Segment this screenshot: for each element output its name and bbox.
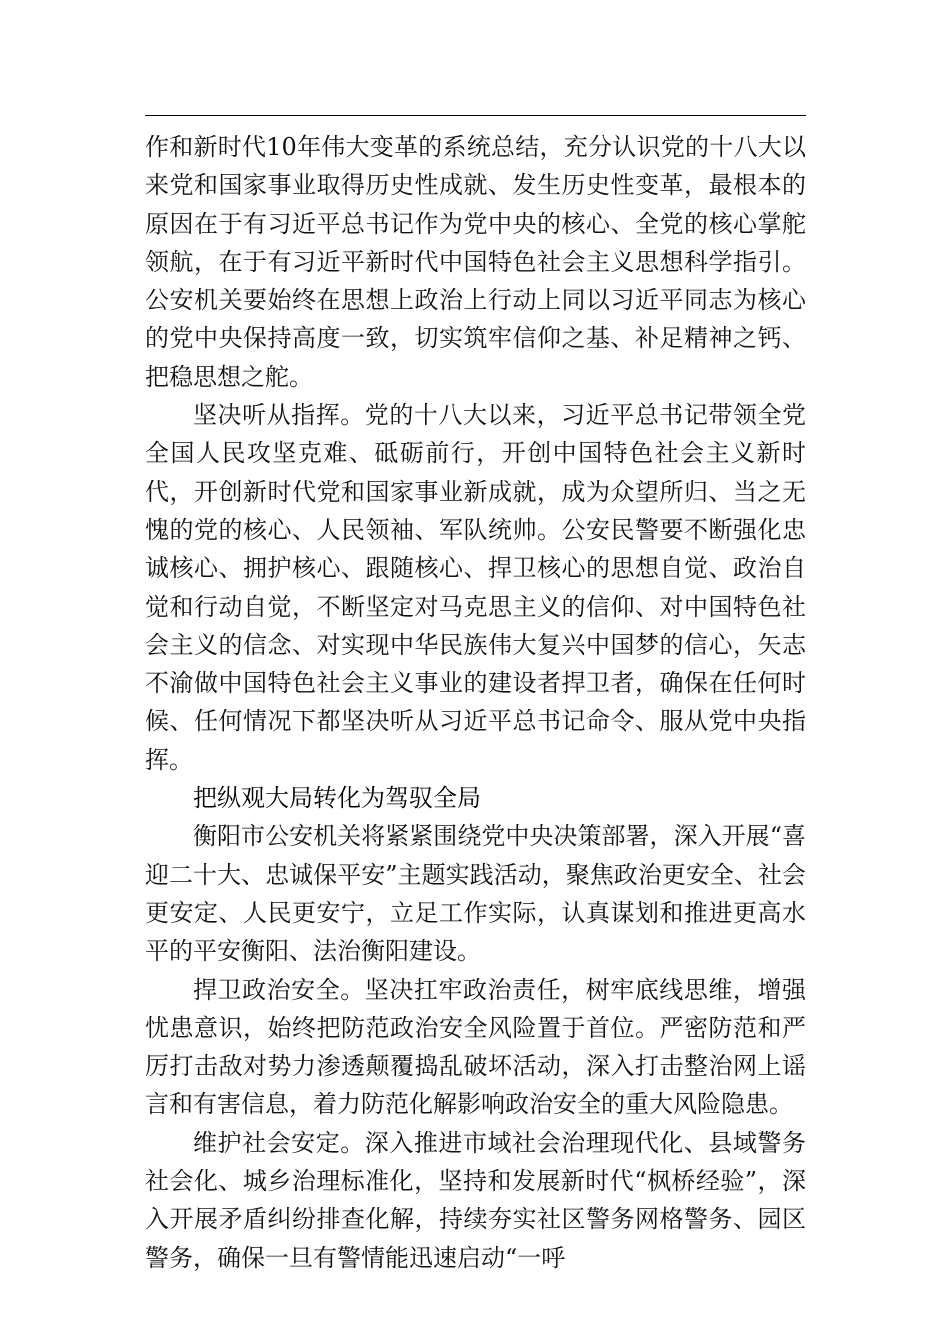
paragraph-continued: 作和新时代10年伟大变革的系统总结，充分认识党的十八大以来党和国家事业取得历史性成就、发生历史性变革，最根本的原因在于有习近平总书记作为党中央的核心、全党的核心掌舵领航，在于有习近平新时代中国特色社会主义思想科学指引。公安机关要始终在思想上政治上行动上同以习近平同志为核心的党中央保持高度一致，切实筑牢信仰之基、补足精神之钙、把稳思想之舵。 [145,133,806,391]
paragraph-political-security: 捍卫政治安全。坚决扛牢政治责任，树牢底线思维，增强忧患意识，始终把防范政治安全风险置于首位。严密防范和严厉打击敌对势力渗透颠覆捣乱破坏活动，深入打击整治网上谣言和有害信息，着力防范化解影响政治安全的重大风险隐患。 [145,975,806,1119]
paragraph-social-stability: 维护社会安定。深入推进市域社会治理现代化、县域警务社会化、城乡治理标准化，坚持和发展新时代“枫桥经验”，深入开展矛盾纠纷排查化解，持续夯实社区警务网格警务、园区警务，确保一旦有警情能迅速启动“一呼 [145,1128,806,1272]
header-rule [145,115,806,116]
paragraph-hengyang-intro: 衡阳市公安机关将紧紧围绕党中央决策部署，深入开展“喜迎二十大、忠诚保平安”主题实践活动，聚焦政治更安全、社会更安定、人民更安宁，立足工作实际，认真谋划和推进更高水平的平安衡阳、法治衡阳建设。 [145,822,806,966]
article-body [145,128,806,1277]
section-heading: 把纵观大局转化为驾驭全局 [193,784,481,813]
paragraph-obey-command: 坚决听从指挥。党的十八大以来，习近平总书记带领全党全国人民攻坚克难、砥砺前行，开创中国特色社会主义新时代，开创新时代党和国家事业新成就，成为众望所归、当之无愧的党的核心、人民领袖、军队统帅。公安民警要不断强化忠诚核心、拥护核心、跟随核心、捍卫核心的思想自觉、政治自觉和行动自觉，不断坚定对马克思主义的信仰、对中国特色社会主义的信念、对实现中华民族伟大复兴中国梦的信心，矢志不渝做中国特色社会主义事业的建设者捍卫者，确保在任何时候、任何情况下都坚决听从习近平总书记命令、服从党中央指挥。 [145,401,806,774]
